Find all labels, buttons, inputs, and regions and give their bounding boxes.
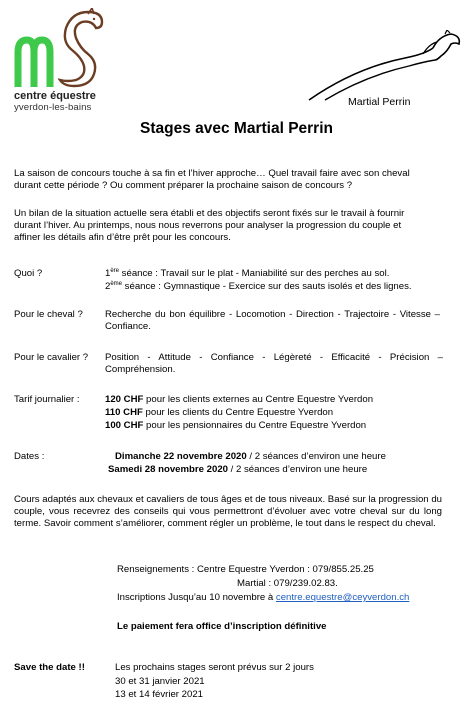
intro-line-4: durant l’hiver. Au printemps, nous nous reverrons pour analyser la progression du couple et — [14, 220, 402, 231]
cavalier-label: Pour le cavalier ? — [14, 352, 89, 363]
renseignements-line: Renseignements : Centre Equestre Yverdon : 079/855.25.25 — [117, 564, 374, 575]
tarif-label: Tarif journalier : — [14, 394, 80, 405]
cheval-label: Pour le cheval ? — [14, 309, 83, 320]
intro-line-1: La saison de concours touche à sa fin et l’hiver approche… Quel travail faire avec son cheval — [14, 168, 410, 179]
date-row: Samedi 28 novembre 2020 / 2 séances d’environ une heure — [108, 464, 368, 475]
horse-head-s-icon — [58, 8, 106, 90]
quoi-label: Quoi ? — [14, 268, 43, 279]
quoi-line-2: 2ème séance : Gymnastique - Exercice sur des sauts isolés et des lignes. — [105, 281, 412, 292]
quoi-line-1: 1ère séance : Travail sur le plat - Maniabilité sur des perches au sol. — [105, 268, 390, 279]
logo-m-letter — [14, 34, 54, 87]
save-date-line-3: 13 et 14 février 2021 — [115, 689, 204, 700]
tarif-row: 110 CHF pour les clients du Centre Equestre Yverdon — [105, 407, 334, 418]
cavalier-text: Position - Attitude - Confiance - Légèreté - Efficacité - Précision – Compréhension. — [105, 352, 443, 375]
jumping-horse-icon — [305, 30, 463, 102]
cours-paragraph: Cours adaptés aux chevaux et cavaliers de tous âges et de tous niveaux. Basé sur la progression du couple, vous recevrez des conseils qui vous permettront d’évoluer avec votre cheval sur du long terme. Savoir comment s’améliorer, comment régler un problème, le tout dans le respect du cheval. — [14, 494, 442, 529]
intro-line-5: affiner les détails afin d’être prêt pour les concours. — [14, 232, 231, 243]
logo-city: yverdon-les-bains — [14, 102, 92, 113]
page-title: Stages avec Martial Perrin — [140, 120, 333, 137]
tarif-row: 120 CHF pour les clients externes au Centre Equestre Yverdon — [105, 394, 374, 405]
cheval-text: Recherche du bon équilibre - Locomotion - Direction - Trajectoire - Vitesse – Confiance. — [105, 309, 440, 332]
save-date-label: Save the date !! — [14, 662, 85, 673]
save-date-line-1: Les prochains stages seront prévus sur 2 jours — [115, 662, 314, 673]
logo-name: centre équestre — [14, 90, 96, 102]
date-row: Dimanche 22 novembre 2020 / 2 séances d’environ une heure — [115, 451, 386, 462]
martial-phone: Martial : 079/239.02.83. — [237, 578, 338, 589]
tarif-row: 100 CHF pour les pensionnaires du Centre Equestre Yverdon — [105, 420, 367, 431]
dates-label: Dates : — [14, 451, 45, 462]
coach-name: Martial Perrin — [348, 96, 411, 108]
email-link[interactable]: centre.equestre@ceyverdon.ch — [275, 592, 410, 603]
intro-line-3: Un bilan de la situation actuelle sera établi et des objectifs seront fixés sur le travail à fournir — [14, 208, 405, 219]
inscriptions-line: Inscriptions Jusqu’au 10 novembre à centre.equestre@ceyverdon.ch — [117, 592, 410, 603]
save-date-line-2: 30 et 31 janvier 2021 — [115, 676, 205, 687]
intro-line-2: durant cette période ? Ou comment préparer la prochaine saison de concours ? — [14, 180, 353, 191]
paiement-note: Le paiement fera office d’inscription définitive — [117, 621, 327, 632]
